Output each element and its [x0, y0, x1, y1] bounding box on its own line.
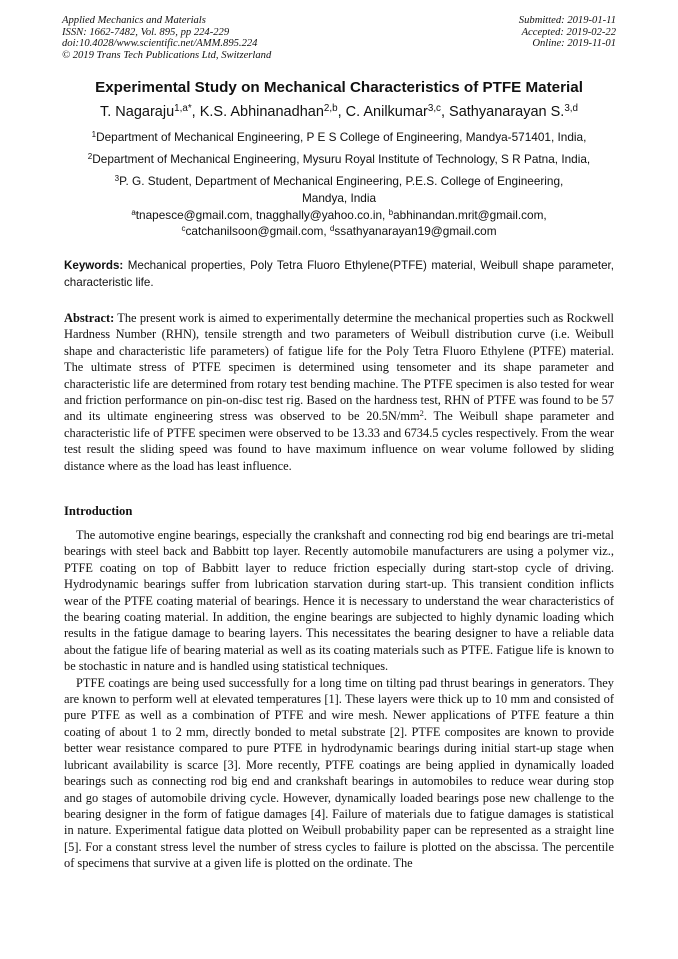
- paper-title: Experimental Study on Mechanical Characteristics of PTFE Material: [95, 79, 583, 96]
- author-name: K.S. Abhinanadhan: [199, 104, 324, 120]
- author-emails: [40, 207, 638, 239]
- email-marker: b: [388, 208, 394, 217]
- email-marker: d: [329, 224, 335, 233]
- affiliation-marker: 1: [91, 130, 97, 139]
- author-name: T. Nagaraju: [99, 104, 175, 120]
- introduction-heading: Introduction: [64, 504, 133, 518]
- issn-line: ISSN: 1662-7482, Vol. 895, pp 224-229: [62, 26, 230, 38]
- affiliation-marker: 3: [114, 174, 120, 183]
- copyright-line: © 2019 Trans Tech Publications Ltd, Switzerland: [62, 49, 272, 61]
- abstract-label: Abstract:: [64, 311, 115, 325]
- keywords-section: [64, 258, 614, 291]
- abstract-section: [64, 310, 614, 474]
- submitted-date: Submitted: 2019-01-11: [518, 15, 616, 26]
- affiliation-text: Department of Mechanical Engineering, P E S College of Engineering, Mandya-571401, India,: [96, 130, 587, 144]
- paragraph: PTFE coatings are being used successfully for a long time on tilting pad thrust bearings in generators. They are known to perform well at elevated temperatures [1]. These layers were thick up to 10 mm and consisted of pure PTFE as well as a combination of PTFE and wire mesh. Newer applications of PTFE feature a thin coating of about 1 to 2 mm, directly bonded to metal substrate [2]. PTFE composites are known to provide better wear resistance compared to pure PTFE in hydrodynamic bearings during initial start-up stage when lubricant availability is scarce [3]. More recently, PTFE coatings are being applied in dynamically loaded bearings such as connecting rod big end and crankshaft bearings in automobiles to reduce wear during stop and go stages of automobile driving cycle. However, dynamically loaded bearings pose new challenge to the bearing designer in the form of fatigue damages [4]. Failure of materials due to fatigue damages is statistical in nature. Experimental fatigue data plotted on Weibull probability paper can be represented as a straight line [5]. For a constant stress level the number of stress cycles to failure is plotted on the abscissa. The percentile of specimens that survive at a given life is plotted on the ordinate. The: [64, 675, 614, 871]
- email-marker: c: [181, 224, 186, 233]
- author-name: Sathyanarayan S.: [449, 104, 565, 120]
- author-affil-marker: 2,b: [323, 103, 338, 115]
- author-name: C. Anilkumar: [345, 104, 428, 120]
- affiliation-1: [40, 129, 638, 146]
- email-text[interactable]: abhinandan.mrit@gmail.com,: [393, 208, 547, 222]
- paragraph: The automotive engine bearings, especially the crankshaft and connecting rod big end bearings are tri-metal bearings with steel back and Babbitt top layer. Recently automobile manufacturers are using a polymer viz., PTFE coating on top of Babbitt layer to reduce friction especially during start-stop cycle of driving. Hydrodynamic bearings suffer from lubrication starvation during start-up. This transient condition inflicts wear of the PTFE coating material of bearings. Hence it is necessary to understand the wear characteristics of the bearing coating material. In addition, the engine bearings are subjected to highly dynamic loading which results in the fatigue damage to bearing layers. This necessitates the bearing designer to have a reliable data about the fatigue life of bearing material as well as its coating materials such as PTFE. Fatigue life is known to be stochastic in nature and is handled using statistical techniques.: [64, 528, 614, 674]
- accepted-date: Accepted: 2019-02-22: [521, 26, 616, 38]
- author-list: T. Nagaraju$^{1,a*}$, K.S. Abhinanadhan$^{2,b}$, C. Anilkumar$^{3,c}$, Sathyanarayan S.$^{3,d}$: [99, 103, 579, 120]
- abstract-text: The present work is aimed to experimentally determine the mechanical properties such as Rockwell Hardness Number (RHN), tensile strength and two parameters of Weibull distribution curve (i.e. Weibull shape and characteristic life parameters) of fatigue life for the Poly Tetra Fluoro Ethylene (PTFE) material. The ultimate stress of PTFE specimen is determined using tensometer and its shape parameter and characteristic life are determined from rotary test bending machine. The PTFE specimen is also tested for wear and friction performance on pin-on-disc test rig. Based on the hardness test, RHN of PTFE was found to be 57 and its ultimate engineering stress was observed to be 20.5N/mm: [64, 311, 614, 424]
- affiliation-2: [40, 151, 638, 168]
- email-text[interactable]: tnapesce@gmail.com, tnagghally@yahoo.co.in,: [135, 208, 389, 222]
- keywords-label: Keywords:: [64, 259, 124, 272]
- journal-info: [62, 15, 271, 61]
- email-marker: a: [131, 208, 136, 217]
- dates-info: [519, 15, 616, 50]
- author-affil-marker: 3,c: [427, 103, 441, 115]
- keywords-text: Mechanical properties, Poly Tetra Fluoro Ethylene(PTFE) material, Weibull shape parameter, characteristic life.: [64, 259, 614, 289]
- affiliation-marker: 2: [87, 152, 93, 161]
- author-affil-marker: 1,a*: [174, 103, 192, 115]
- author-affil-marker: 3,d: [564, 103, 579, 115]
- unit-superscript: 2: [419, 408, 424, 419]
- introduction-body: [64, 527, 614, 872]
- affiliation-text: P. G. Student, Department of Mechanical Engineering, P.E.S. College of Engineering, Mandya, India: [119, 174, 564, 205]
- journal-name: Applied Mechanics and Materials: [62, 15, 206, 26]
- affiliation-text: Department of Mechanical Engineering, Mysuru Royal Institute of Technology, S R Patna, India,: [92, 152, 591, 166]
- affiliation-3: [92, 173, 586, 207]
- doi-line: doi:10.4028/www.scientific.net/AMM.895.224: [62, 38, 258, 50]
- email-text[interactable]: catchanilsoon@gmail.com,: [185, 224, 330, 238]
- online-date: Online: 2019-11-01: [532, 38, 616, 50]
- abstract-text-continued: . The Weibull shape parameter and characteristic life of PTFE specimen were observed to be 13.33 and 6734.5 cycles respectively. From the wear test result the sliding speed was found to have maximum influence on wear volume followed by sliding distance where as the load has least influence.: [64, 409, 615, 473]
- email-text[interactable]: ssathyanarayan19@gmail.com: [334, 224, 497, 238]
